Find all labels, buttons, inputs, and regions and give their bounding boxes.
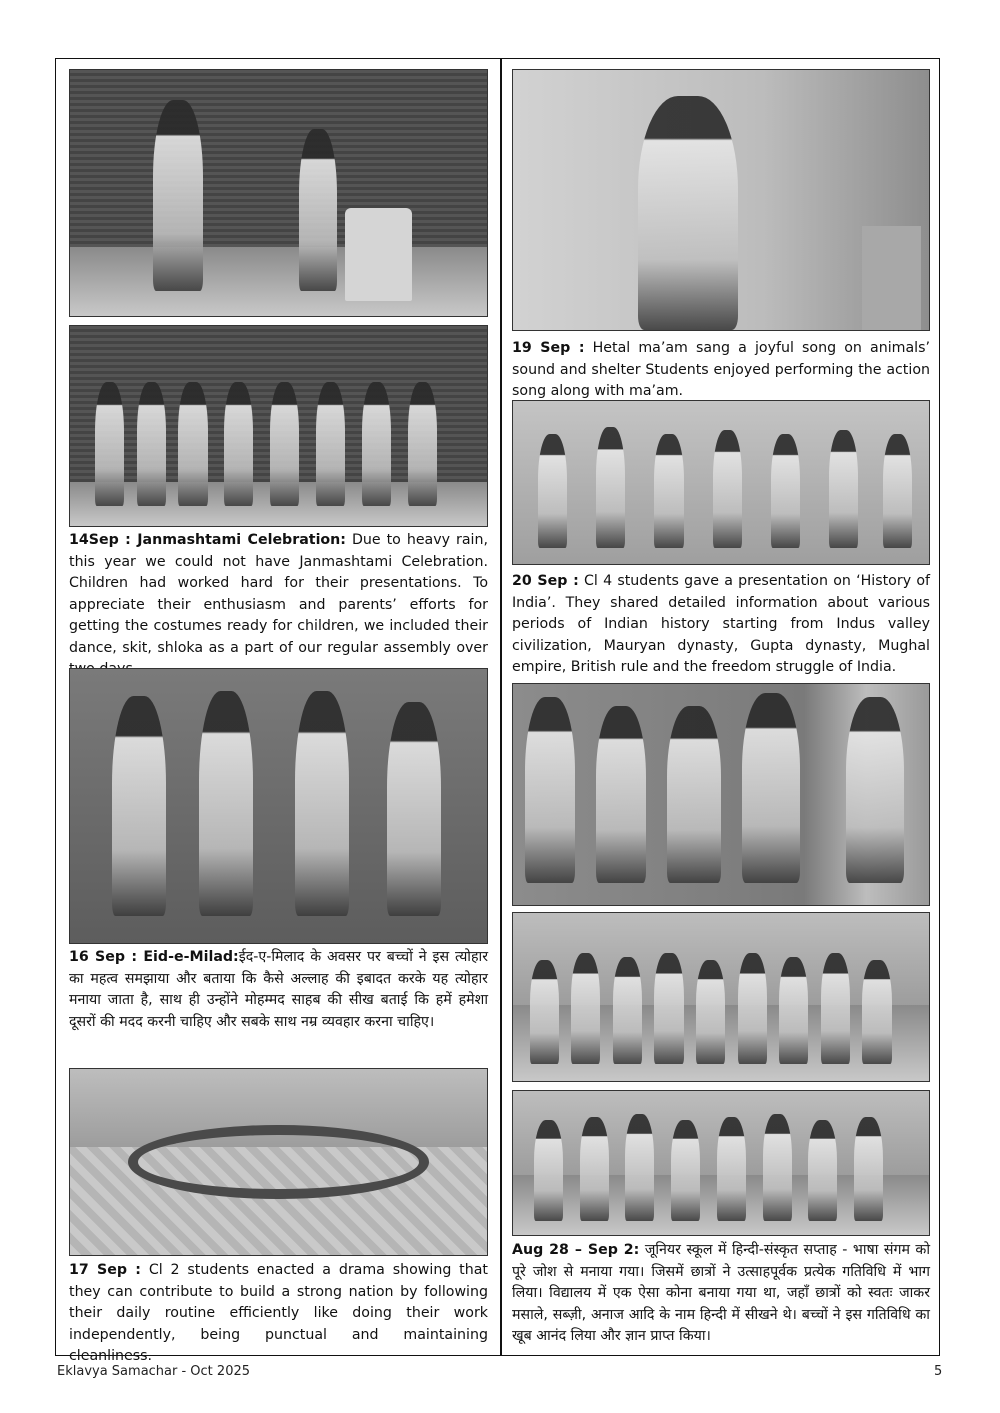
caption-drama-lead: 17 Sep : xyxy=(69,1262,141,1278)
caption-eid-body: ईद-ए-मिलाद के अवसर पर बच्चों ने इस त्योहार का महत्व समझाया और बताया कि कैसे अल्लाह की इबादत करके यह त्योहार मनाया जाता है, साथ ही उन्होंने मोहम्मद साहब की सीख बताई कि हमें हमेशा दूसरों की मदद करनी चाहिए और सबके साथ नम्र व्यवहार करना चाहिए। xyxy=(69,949,488,1030)
photo-janmashtami-skit xyxy=(69,69,488,317)
caption-eid xyxy=(69,947,488,1033)
caption-song-lead: 19 Sep : xyxy=(512,340,585,356)
caption-janmashtami-lead: 14Sep : Janmashtami Celebration: xyxy=(69,532,346,548)
photo-hindi-week xyxy=(512,1090,930,1236)
caption-history-lead: 20 Sep : xyxy=(512,573,579,589)
photo-class-group xyxy=(512,912,930,1082)
photo-history-of-india xyxy=(512,400,930,565)
photo-janmashtami-dance xyxy=(69,325,488,527)
caption-hindi-week-body: जूनियर स्कूल में हिन्दी-संस्कृत सप्ताह - भाषा संगम को पूरे जोश से मनाया गया। जिसमें छात्रों ने उत्साहपूर्वक प्रत्येक गतिविधि में भाग लिया। विद्यालय में एक ऐसा कोना बनाया गया था, जहाँ छात्रों को स्वतः जाकर मसाले, सब्ज़ी, अनाज आदि के नाम हिन्दी में सीखने थे। बच्चों ने इस गतिविधि का खूब आनंद लिया और ज्ञान प्राप्त किया। xyxy=(512,1242,931,1344)
caption-history-body: Cl 4 students gave a presentation on ‘History of India’. They shared detailed information about various periods of Indian history starting from Indus valley civilization, Mauryan dynasty, Gupta dynasty, Mughal empire, British rule and the freedom struggle of India. xyxy=(512,573,930,675)
caption-song xyxy=(512,338,930,403)
caption-drama-body: Cl 2 students enacted a drama showing that they can contribute to build a strong nation by following their daily routine efficiently like doing their work independently, being punctual and maintaining cleanliness. xyxy=(69,1262,488,1364)
footer-publication: Eklavya Samachar - Oct 2025 xyxy=(57,1364,251,1379)
photo-history-costumes xyxy=(512,683,930,906)
caption-drama xyxy=(69,1260,488,1368)
caption-hindi-week xyxy=(512,1240,930,1348)
column-divider xyxy=(500,58,502,1356)
footer-page-number: 5 xyxy=(934,1364,943,1379)
caption-janmashtami xyxy=(69,530,488,681)
photo-hetal-song xyxy=(512,69,930,331)
photo-eid-milad xyxy=(69,668,488,944)
caption-history xyxy=(512,571,930,679)
caption-eid-lead: 16 Sep : Eid-e-Milad: xyxy=(69,949,239,965)
caption-song-body: Hetal ma’am sang a joyful song on animals’ sound and shelter Students enjoyed performing the action song along with ma’am. xyxy=(512,340,930,399)
caption-janmashtami-body: Due to heavy rain, this year we could not have Janmashtami Celebration. Children had worked hard for their presentations. To appreciate their enthusiasm and parents’ efforts for getting the costumes ready for children, we included their dance, skit, shloka as a part of our regular assembly over xyxy=(69,532,488,656)
photo-drama-circle xyxy=(69,1068,488,1256)
caption-hindi-week-lead: Aug 28 – Sep 2: xyxy=(512,1242,640,1258)
